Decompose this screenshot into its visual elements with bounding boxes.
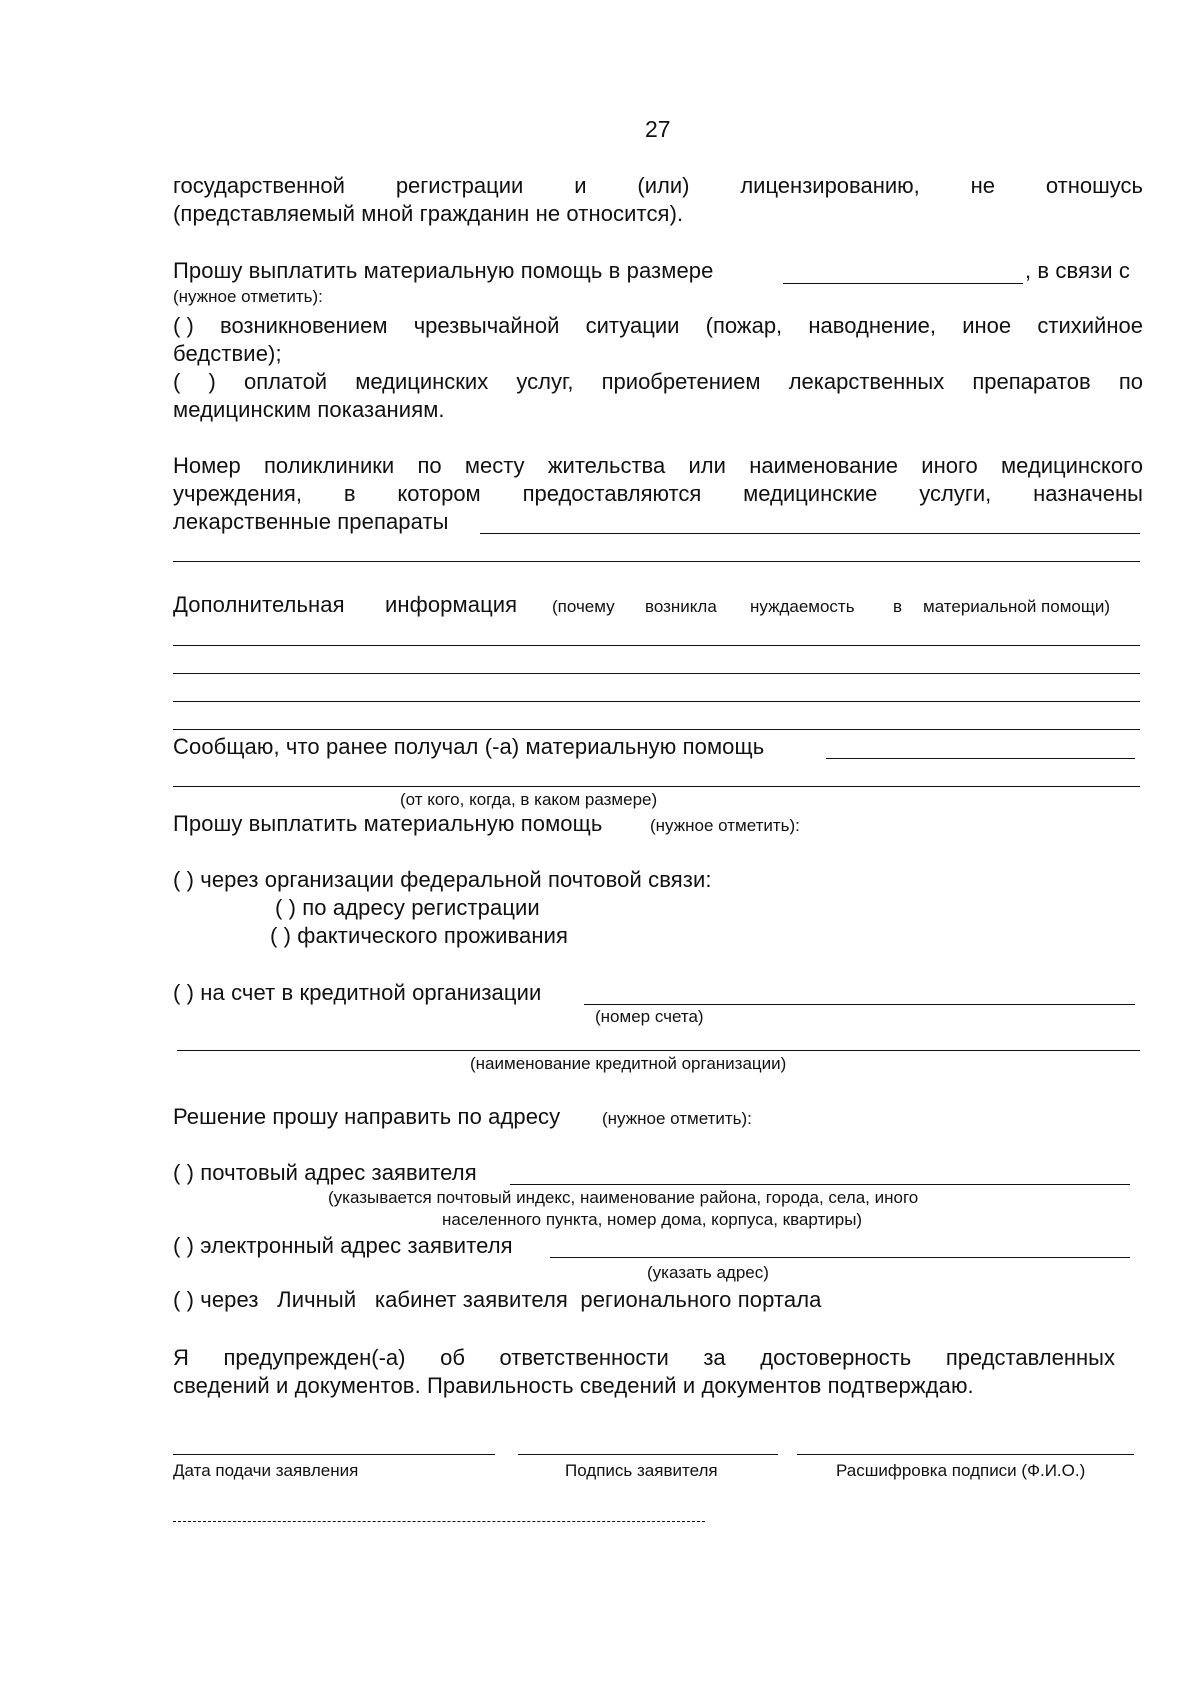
previous-aid-field[interactable] (826, 758, 1135, 759)
email-address-field[interactable] (550, 1257, 1130, 1258)
name-label: Расшифровка подписи (Ф.И.О.) (836, 1461, 1086, 1480)
postal-address-caption-2: населенного пункта, номер дома, корпуса, квартиры) (442, 1210, 863, 1229)
additional-info-note-2: возникла (645, 597, 717, 616)
clinic-line-2: учреждения, в котором предоставляются медицинские услуги, назначены (173, 481, 1143, 506)
additional-info-note-1: (почему (552, 597, 615, 616)
additional-info-note-3: нуждаемость (750, 597, 855, 616)
additional-info-label-2: информация (385, 592, 518, 617)
page-number: 27 (645, 116, 671, 142)
payment-method-label: Прошу выплатить материальную помощь (173, 811, 603, 836)
name-field[interactable] (797, 1454, 1134, 1455)
previous-aid-caption: (от кого, когда, в каком размере) (400, 790, 658, 809)
warning-line-2: сведений и документов. Правильность сведений и документов подтверждаю. (173, 1373, 974, 1398)
decision-label: Решение прошу направить по адресу (173, 1104, 561, 1129)
clinic-line-1: Номер поликлиники по месту жительства или наименование иного медицинского (173, 453, 1143, 478)
payment-reason-label: , в связи с (1025, 258, 1130, 283)
bank-name-caption: (наименование кредитной организации) (470, 1054, 787, 1073)
payment-amount-field[interactable] (783, 283, 1023, 284)
registration-line-2: (представляемый мной гражданин не относится). (173, 201, 684, 226)
signature-field[interactable] (518, 1454, 778, 1455)
bank-account-option[interactable]: ( ) на счет в кредитной организации (173, 980, 542, 1005)
payment-amount-label: Прошу выплатить материальную помощь в размере (173, 258, 714, 283)
signature-label: Подпись заявителя (565, 1461, 718, 1480)
date-field[interactable] (173, 1454, 495, 1455)
bank-name-field[interactable] (177, 1050, 1140, 1051)
medical-option-line-1: ( ) оплатой медицинских услуг, приобретением лекарственных препаратов по (173, 369, 1143, 394)
clinic-line-3: лекарственные препараты (173, 509, 449, 534)
post-delivery-option[interactable]: ( ) через организации федеральной почтовой связи: (173, 867, 712, 892)
additional-info-label-1: Дополнительная (173, 592, 345, 617)
additional-info-field-2[interactable] (173, 673, 1140, 674)
decision-note: (нужное отметить): (602, 1109, 752, 1128)
postal-address-field[interactable] (510, 1184, 1130, 1185)
post-residence-option[interactable]: ( ) фактического проживания (270, 923, 569, 948)
warning-line-1: Я предупрежден(-а) об ответственности за достоверность представленных (173, 1345, 1115, 1370)
additional-info-field-4[interactable] (173, 729, 1140, 730)
previous-aid-field-2[interactable] (173, 786, 1140, 787)
bank-account-caption: (номер счета) (595, 1007, 704, 1026)
registration-line-1: государственной регистрации и (или) лицензированию, не отношусь (173, 173, 1143, 198)
post-registration-option[interactable]: ( ) по адресу регистрации (275, 895, 540, 920)
postal-address-caption-1: (указывается почтовый индекс, наименование района, города, села, иного (328, 1188, 919, 1207)
emergency-checkbox[interactable]: ( ) (173, 313, 194, 338)
medical-checkbox-open[interactable]: ( (173, 369, 181, 394)
additional-info-field-1[interactable] (173, 645, 1140, 646)
date-label: Дата подачи заявления (173, 1461, 359, 1480)
postal-address-option[interactable]: ( ) почтовый адрес заявителя (173, 1160, 477, 1185)
email-address-caption: (указать адрес) (647, 1263, 769, 1282)
clinic-field-line-2[interactable] (173, 561, 1140, 562)
payment-reason-note: (нужное отметить): (173, 287, 323, 306)
bank-account-field[interactable] (584, 1004, 1135, 1005)
email-address-option[interactable]: ( ) электронный адрес заявителя (173, 1233, 513, 1258)
previous-aid-label: Сообщаю, что ранее получал (-а) материальную помощь (173, 734, 765, 759)
additional-info-note-5: материальной помощи) (923, 597, 1111, 616)
additional-info-field-3[interactable] (173, 701, 1140, 702)
clinic-field[interactable] (480, 533, 1140, 534)
separator-dashed-line (173, 1521, 705, 1522)
emergency-option-line-1: ( ) возникновением чрезвычайной ситуации (пожар, наводнение, иное стихийное (173, 313, 1143, 338)
additional-info-note-4: в (893, 597, 903, 616)
portal-option[interactable]: ( ) через Личный кабинет заявителя регионального портала (173, 1287, 822, 1312)
medical-option-line-2: медицинским показаниям. (173, 397, 445, 422)
payment-method-note: (нужное отметить): (650, 816, 800, 835)
emergency-option-line-2: бедствие); (173, 341, 282, 366)
